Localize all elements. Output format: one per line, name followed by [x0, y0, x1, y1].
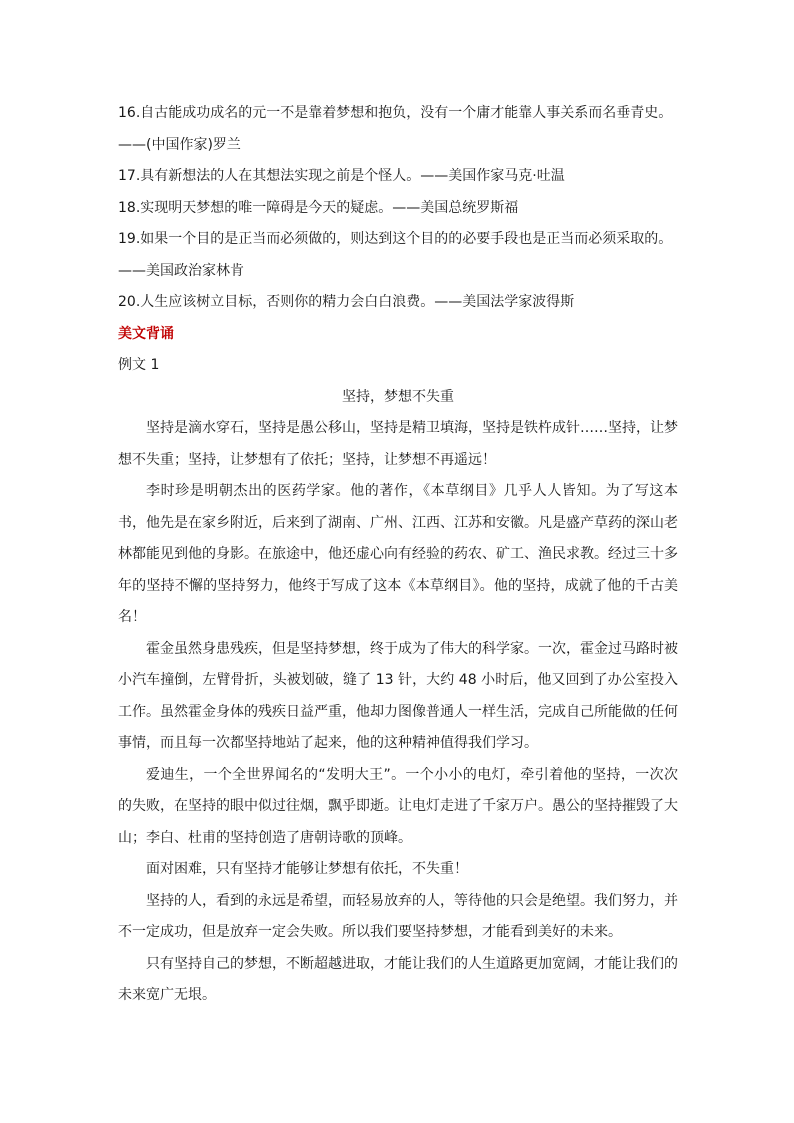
quote-19: 19.如果一个目的是正当而必须做的，则达到这个目的的必要手段也是正当而必须采取的。: [118, 231, 673, 247]
section-title: 美文背诵: [118, 325, 174, 342]
essay-paragraph: 只有坚持自己的梦想，不断超越进取，才能让我们的人生道路更加宽阔，才能让我们的未来宽广无垠。: [118, 955, 678, 1003]
quote-17: 17.具有新想法的人在其想法实现之前是个怪人。——美国作家马克·吐温: [118, 168, 565, 184]
quote-16-author: ——(中国作家)罗兰: [118, 136, 241, 153]
example-label: 例文 1: [118, 357, 160, 373]
essay-paragraph: 霍金虽然身患残疾，但是坚持梦想，终于成为了伟大的科学家。一次，霍金过马路时被小汽车撞倒，左臂骨折，头被划破，缝了 13 针，大约 48 小时后，他又回到了办公室投入工作。虽然霍金身体的残疾日益严重，他却力图像普通人一样生活，完成自己所能做的任何事情，而且每一次都坚持地站了起来，他的这种精神值得我们学习。: [118, 640, 678, 751]
document-page: [118, 98, 678, 1012]
quote-18: 18.实现明天梦想的唯一障碍是今天的疑虑。——美国总统罗斯福: [118, 199, 519, 216]
quote-20: 20.人生应该树立目标，否则你的精力会白白浪费。——美国法学家波得斯: [118, 294, 575, 310]
essay-title: 坚持，梦想不失重: [342, 388, 454, 405]
quote-19-author: ——美国政治家林肯: [118, 262, 244, 279]
essay-paragraph: 坚持是滴水穿石，坚持是愚公移山，坚持是精卫填海，坚持是铁杵成针……坚持，让梦想不失重；坚持，让梦想有了依托；坚持，让梦想不再遥远！: [118, 420, 678, 468]
quote-16: 16.自古能成功成名的元一不是靠着梦想和抱负，没有一个庸才能靠人事关系而名垂青史。: [118, 105, 673, 121]
essay-paragraph: 面对困难，只有坚持才能够让梦想有依托，不失重！: [146, 861, 468, 877]
essay-paragraph: 坚持的人，看到的永远是希望，而轻易放弃的人，等待他的只会是绝望。我们努力，并不一定成功，但是放弃一定会失败。所以我们要坚持梦想，才能看到美好的未来。: [118, 892, 678, 940]
essay-paragraph: 爱迪生，一个全世界闻名的“发明大王”。一个小小的电灯，牵引着他的坚持，一次次的失败，在坚持的眼中似过往烟，飘乎即逝。让电灯走进了千家万户。愚公的坚持摧毁了大山；李白、杜甫的坚持创造了唐朝诗歌的顶峰。: [118, 766, 678, 846]
essay-paragraph: 李时珍是明朝杰出的医药学家。他的著作，《本草纲目》几乎人人皆知。为了写这本书，他先是在家乡附近，后来到了湖南、广州、江西、江苏和安徽。凡是盛产草药的深山老林都能见到他的身影。在旅途中，他还虚心向有经验的药农、矿工、渔民求教。经过三十多年的坚持不懈的坚持努力，他终于写成了这本《本草纲目》。他的坚持，成就了他的千古美名！: [118, 483, 678, 625]
